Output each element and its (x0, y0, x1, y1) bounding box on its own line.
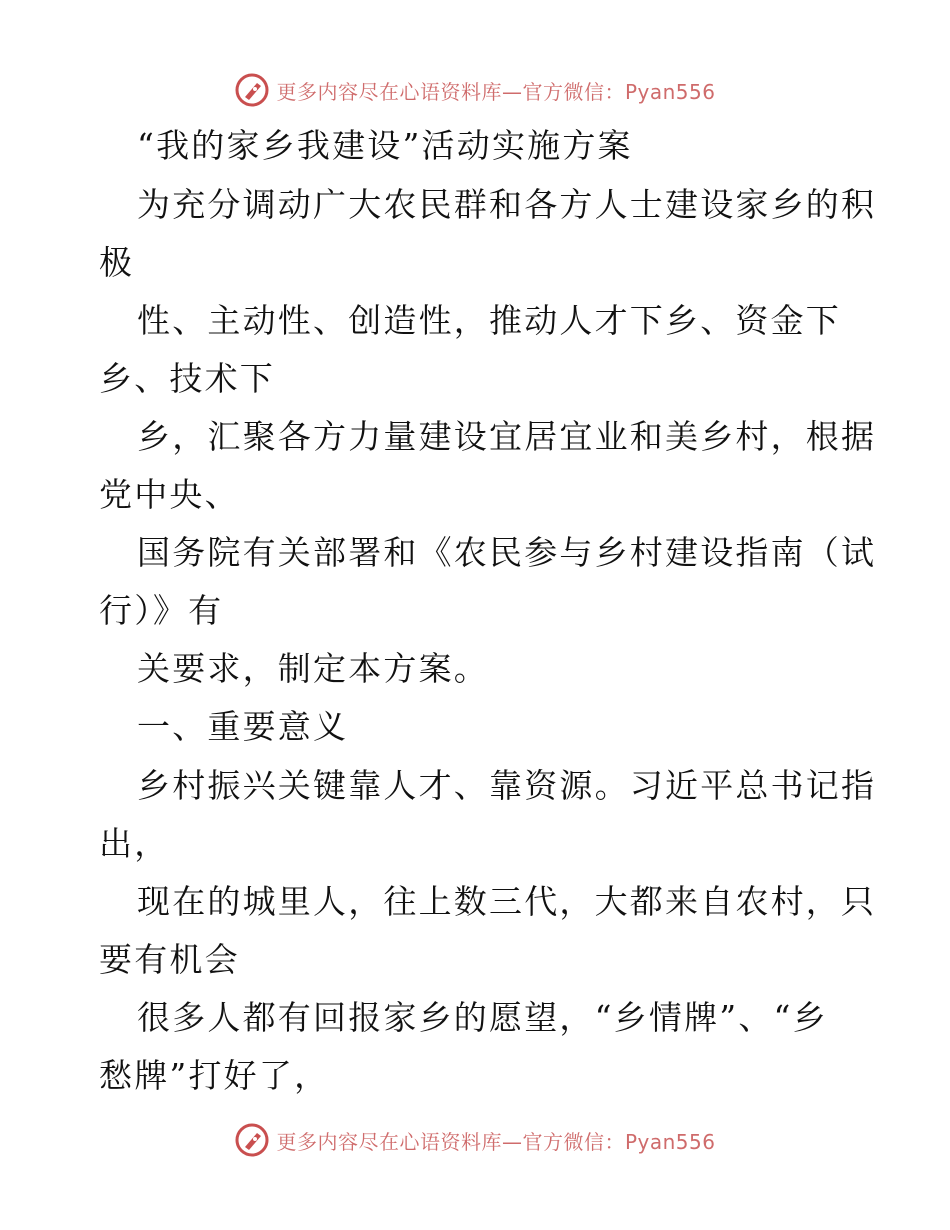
paragraph-line: 乡，汇聚各方力量建设宜居宜业和美乡村，根据 (137, 417, 877, 456)
paragraph-line: 党中央、 (99, 475, 240, 514)
watermark-footer (0, 1120, 950, 1160)
pen-nib-circle-icon (234, 72, 270, 108)
paragraph-line: 行）》有 (99, 591, 224, 630)
paragraph-line: 现在的城里人，往上数三代，大都来自农村，只 (137, 882, 877, 921)
watermark-text: 更多内容尽在心语资料库—官方微信：Pyan556 (276, 79, 716, 104)
paragraph-line: 乡村振兴关键靠人才、靠资源。习近平总书记指 (137, 766, 877, 805)
paragraph-line: 极 (99, 243, 135, 282)
watermark-header (0, 70, 950, 110)
paragraph-line: 性、主动性、创造性，推动人才下乡、资金下 (137, 301, 841, 340)
paragraph-line: 很多人都有回报家乡的愿望，“乡情牌”、“乡 (137, 998, 828, 1037)
paragraph-line: 乡、技术下 (99, 359, 275, 398)
document-title: “我的家乡我建设”活动实施方案 (137, 126, 633, 165)
paragraph-line: 关要求，制定本方案。 (137, 649, 489, 688)
paragraph-line: 国务院有关部署和《农民参与乡村建设指南（试 (137, 533, 877, 572)
paragraph-line: 出， (99, 824, 170, 863)
paragraph-line: 为充分调动广大农民群和各方人士建设家乡的积 (137, 185, 877, 224)
watermark-text: 更多内容尽在心语资料库—官方微信：Pyan556 (276, 1129, 716, 1154)
paragraph-line: 愁牌”打好了， (99, 1056, 330, 1095)
pen-nib-circle-icon (234, 1122, 270, 1158)
paragraph-line: 要有机会 (99, 940, 240, 979)
section-heading: 一、重要意义 (137, 707, 349, 746)
